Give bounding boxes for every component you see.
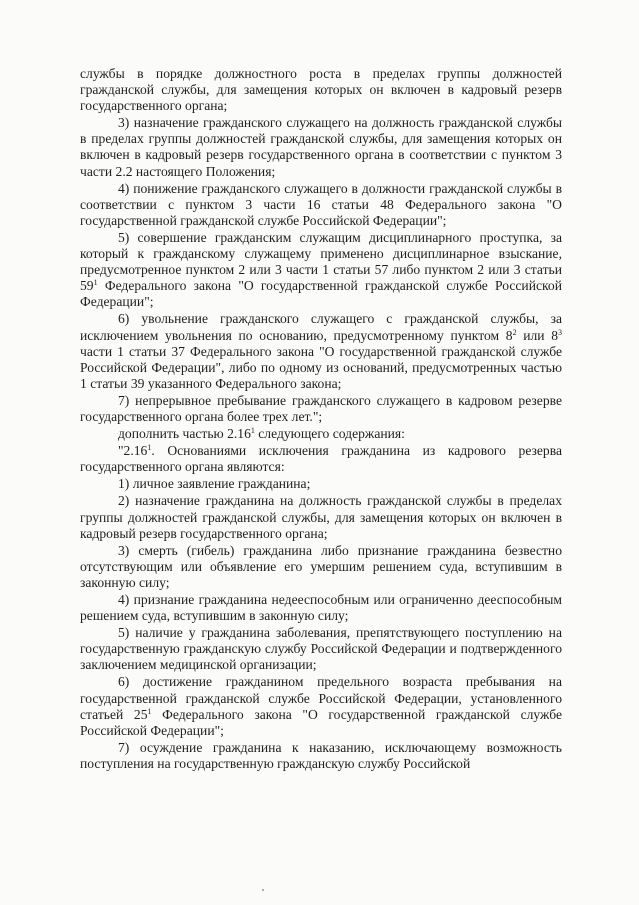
superscript: 1 [147,706,152,716]
text-segment: 5) совершение гражданским служащим дисциплинарного проступка, за который к гражданскому служащему применено дисциплинарное взыскание, предусмотренное пунктом 2 или 3 части 1 статьи 57 либо пунктом 2 или 3 статьи 59 [80,229,562,294]
document-body [80,66,562,772]
paragraph-p10: 3) смерть (гибель) гражданина либо признание гражданина безвестно отсутствующим или объявление его умершим решением суда, вступившим в законную силу; [80,542,562,590]
paragraph-p1: 3) назначение гражданского служащего на должность гражданской службы в пределах группы должностей гражданской службы, для замещения которых он включен в кадровый резерв государственного органа в соответствии с пунктом 3 части 2.2 настоящего Положения; [80,115,562,179]
text-segment: "2.16 [118,443,148,459]
text-segment: Федерального закона "О государственной гражданской службе Российской Федерации"; [80,278,562,310]
text-segment: или 8 [516,327,558,343]
superscript: 2 [512,327,517,337]
paragraph-p2: 4) понижение гражданского служащего в должности гражданской службы в соответствии с пунктом 3 части 16 статьи 48 Федерального закона "О государственной гражданской службе Российской Федерации"; [80,180,562,228]
paragraph-p5: 7) непрерывное пребывание гражданского служащего в кадровом резерве государственного органа более трех лет."; [80,392,562,424]
text-segment: части 1 статьи 37 Федерального закона "О государственной гражданской службе Российской Федерации", либо по одному из оснований, предусмотренных частью 1 статьи 39 указанного Федерального закона; [80,343,562,391]
paragraph-p0: службы в порядке должностного роста в пределах группы должностей гражданской службы, для замещения которых он включен в кадровый резерв государственного органа; [80,66,562,114]
paragraph-p4 [80,311,562,391]
text-segment: . Основаниями исключения гражданина из кадрового резерва государственного органа являются: [80,443,562,475]
text-segment: 6) увольнение гражданского служащего с гражданской службы, за исключением увольнения по основанию, предусмотренному пунктом 8 [80,311,562,343]
paragraph-p6 [80,426,562,442]
text-segment: Федерального закона "О государственной гражданской службе Российской Федерации"; [80,706,562,738]
paragraph-p7 [80,443,562,475]
text-segment: следующего содержания: [254,426,405,442]
superscript: 1 [147,443,152,453]
paragraph-p11: 4) признание гражданина недееспособным или ограниченно дееспособным решением суда, вступившим в законную силу; [80,592,562,624]
paragraph-p12: 5) наличие у гражданина заболевания, препятствующего поступлению на государственную гражданскую службу Российской Федерации и подтвержденного заключением медицинской организации; [80,625,562,673]
superscript: 1 [250,426,255,436]
text-segment: 6) достижение гражданином предельного возраста пребывания на государственной гражданской службе Российской Федерации, установленного статьей 25 [80,674,562,722]
paragraph-p13 [80,674,562,738]
superscript: 3 [558,327,562,337]
superscript: 1 [93,278,98,288]
paragraph-p9: 2) назначение гражданина на должность гражданской службы в пределах группы должностей гражданской службы, для замещения которых он включен в кадровый резерв государственного органа; [80,493,562,541]
paragraph-p3 [80,230,562,310]
text-segment: дополнить частью 2.16 [118,426,251,442]
paragraph-p8: 1) личное заявление гражданина; [118,476,311,492]
paragraph-p14: 7) осуждение гражданина к наказанию, исключающему возможность поступления на государственную гражданскую службу Российской [80,739,562,771]
scan-speck [262,889,264,891]
